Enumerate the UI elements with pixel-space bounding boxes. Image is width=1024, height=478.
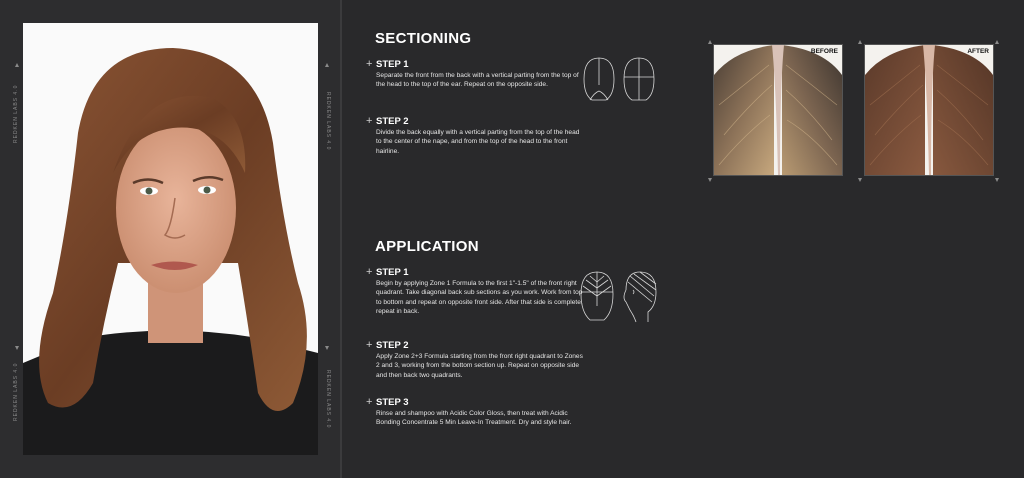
brand-vertical-text: REDKEN LABS 4.0 xyxy=(13,84,19,143)
model-portrait xyxy=(23,23,318,455)
corner-tick xyxy=(858,40,862,44)
sectioning-step-1 xyxy=(366,58,586,90)
step-text: Rinse and shampoo with Acidic Color Gloss, then treat with Acidic Bonding Concentrate 5 Min Leave-In Treatment. Dry and style hair. xyxy=(376,410,572,427)
application-step-3 xyxy=(366,396,586,428)
corner-tick xyxy=(858,178,862,182)
step-label: STEP 2 xyxy=(376,115,409,127)
step-text: Begin by applying Zone 1 Formula to the first 1"-1.5" of the front right quadrant. Take diagonal back sub sections as you work. Work from top to bottom and repeat on opposite front side. After that side is complete, repeat in back. xyxy=(376,280,583,316)
plus-icon: + xyxy=(366,396,373,408)
left-panel xyxy=(0,0,340,478)
step-text: Apply Zone 2+3 Formula starting from the front right quadrant to Zones 2 and 3, working from the bottom section up. Repeat on opposite side and then back two quadrants. xyxy=(376,353,583,379)
corner-tick xyxy=(708,40,712,44)
brand-vertical-text: REDKEN LABS 4.0 xyxy=(325,370,331,429)
corner-tick xyxy=(995,40,999,44)
plus-icon: + xyxy=(366,266,373,278)
step-label: STEP 1 xyxy=(376,58,409,70)
plus-icon: + xyxy=(366,115,373,127)
sectioning-title: SECTIONING xyxy=(375,30,472,47)
step-label: STEP 1 xyxy=(376,266,409,278)
head-application-diagram-icon xyxy=(578,268,662,326)
head-sectioning-diagram-icon xyxy=(580,55,660,103)
corner-tick xyxy=(325,63,329,67)
corner-tick xyxy=(995,178,999,182)
corner-tick xyxy=(15,63,19,67)
after-photo xyxy=(864,44,994,176)
plus-icon: + xyxy=(366,339,373,351)
step-text: Divide the back equally with a vertical parting from the top of the head to the center of the nape, and from the top of the head to the front hairline. xyxy=(376,129,580,155)
corner-tick xyxy=(15,346,19,350)
after-label: AFTER xyxy=(967,48,989,55)
step-label: STEP 2 xyxy=(376,339,409,351)
brand-vertical-text: REDKEN LABS 4.0 xyxy=(13,362,19,421)
step-label: STEP 3 xyxy=(376,396,409,408)
sectioning-step-2 xyxy=(366,115,586,156)
before-label: BEFORE xyxy=(810,48,838,55)
corner-tick xyxy=(708,178,712,182)
brand-vertical-text: REDKEN LABS 4.0 xyxy=(325,92,331,151)
application-step-1 xyxy=(366,266,586,317)
before-photo xyxy=(713,44,843,176)
corner-tick xyxy=(325,346,329,350)
step-text: Separate the front from the back with a vertical parting from the top of the head to the top of the ear. Repeat on the opposite side. xyxy=(376,72,579,89)
application-step-2 xyxy=(366,339,586,380)
application-title: APPLICATION xyxy=(375,238,479,255)
plus-icon: + xyxy=(366,58,373,70)
